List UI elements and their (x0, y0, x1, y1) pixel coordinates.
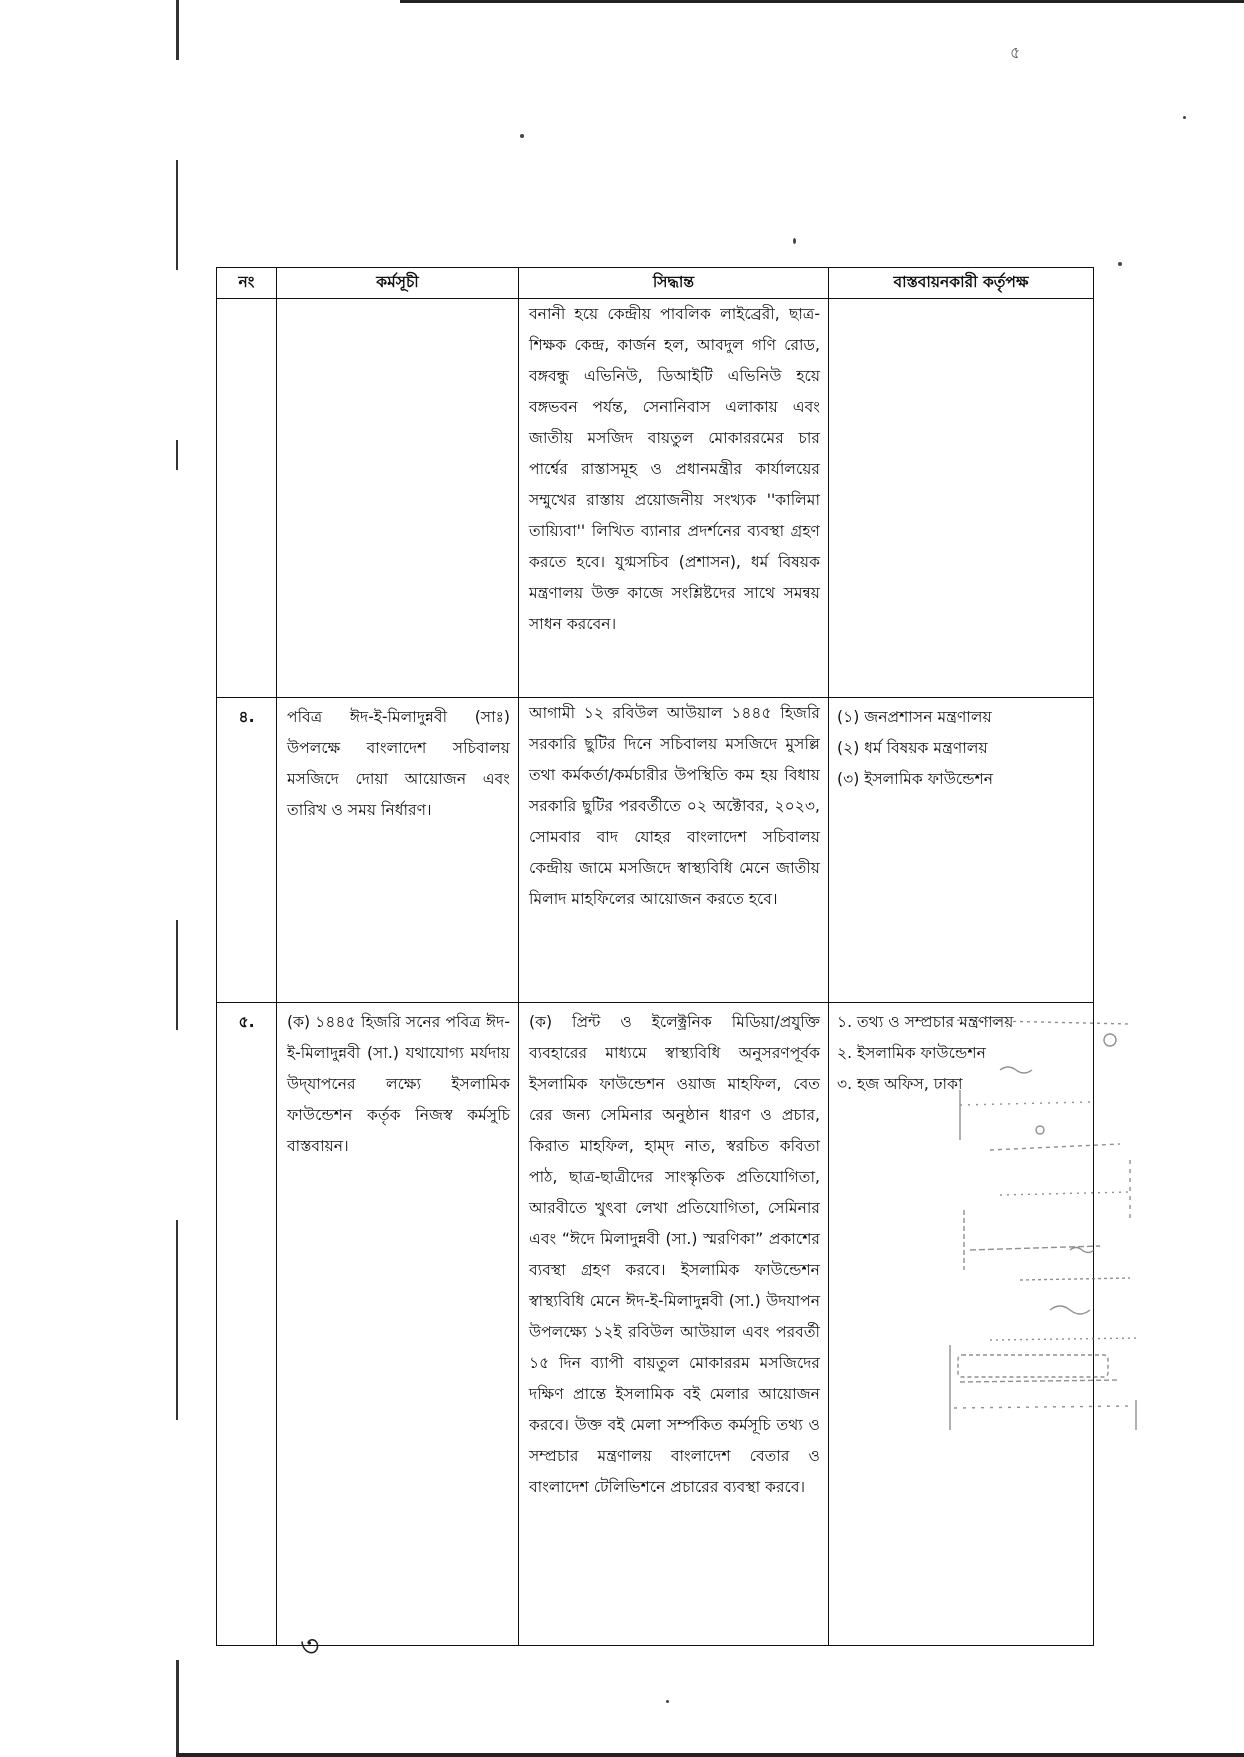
row-serial (217, 299, 277, 698)
scan-edge-left (176, 160, 178, 270)
row-decision: (ক) প্রিন্ট ও ইলেক্ট্রনিক মিডিয়া/প্রযুক্তি ব্যবহারের মাধ্যমে স্বাস্থ্যবিধি অনুসরণপূর্বক ইসলামিক ফাউন্ডেশন ওয়াজ মাহফিল, বেত রের জন্য সেমিনার অনুষ্ঠান ধারণ ও প্রচার, কিরাত মাহফিল, হাম্‌দ নাত, স্বরচিত কবিতা পাঠ, ছাত্র-ছাত্রীদের সাংস্কৃতিক প্রতিযোগিতা, আরবীতে খুৎবা লেখা প্রতিযোগিতা, সেমিনার এবং “ঈদে মিলাদুন্নবী (সা.) স্মরণিকা” প্রকাশের ব্যবস্থা গ্রহণ করবে। ইসলামিক ফাউন্ডেশন স্বাস্থ্যবিধি মেনে ঈদ-ই-মিলাদুন্নবী (সা.) উদযাপন উপলক্ষ্যে ১২ই রবিউল আউয়াল এবং পরবর্তী ১৫ দিন ব্যাপী বায়তুল মোকাররম মসজিদের দক্ষিণ প্রান্তে ইসলামিক বই মেলার আয়োজন করবে। উক্ত বই মেলা সর্ম্পকিত কর্মসূচি তথ্য ও সম্প্রচার মন্ত্রণালয় বাংলাদেশ বেতার ও বাংলাদেশ টেলিভিশনে প্রচারের ব্যবস্থা করবে। (519, 1003, 829, 1646)
header-authority: বাস্তবায়নকারী কর্তৃপক্ষ (829, 268, 1094, 299)
authority-item: (২) ধর্ম বিষয়ক মন্ত্রণালয় (837, 739, 988, 757)
office-stamp-drawing (930, 1010, 1146, 1450)
row-decision: বনানী হয়ে কেন্দ্রীয় পাবলিক লাইব্রেরী, ছাত্র-শিক্ষক কেন্দ্র, কার্জন হল, আবদুল গণি রোড, বঙ্গবন্ধু এভিনিউ, ডিআইটি এভিনিউ হয়ে বঙ্গভবন পর্যন্ত, সেনানিবাস এলাকায় এবং জাতীয় মসজিদ বায়তুল মোকাররমের চার পার্শ্বের রাস্তাসমূহ ও প্রধানমন্ত্রীর কার্যালয়ের সম্মুখের রাস্তায় প্রয়োজনীয় সংখ্যক ''কালিমা তায়্যিবা'' লিখিত ব্যানার প্রদর্শনের ব্যবস্থা গ্রহণ করতে হবে। যুগ্মসচিব (প্রশাসন), ধর্ম বিষয়ক মন্ত্রণালয় উক্ত কাজে সংশ্লিষ্টদের সাথে সমন্বয় সাধন করবেন। (519, 299, 829, 698)
page-number: ৩ (300, 1629, 320, 1664)
row-decision: আগামী ১২ রবিউল আউয়াল ১৪৪৫ হিজরি সরকারি ছুটির দিনে সচিবালয় মসজিদে মুসল্লি তথা কর্মকর্তা/কর্মচারীর উপস্থিতি কম হয় বিধায় সরকারি ছুটির পরবর্তীতে ০২ অক্টোবর, ২০২৩, সোমবার বাদ যোহর বাংলাদেশ সচিবালয় কেন্দ্রীয় জামে মসজিদে স্বাস্থ্যবিধি মেনে জাতীয় মিলাদ মাহফিলের আয়োজন করতে হবে। (519, 698, 829, 1003)
scan-edge-left (176, 920, 178, 1030)
row-serial: ৪. (217, 698, 277, 1003)
corner-mark: ৫ (1010, 43, 1025, 62)
table-row (217, 698, 1094, 1003)
scan-speck (793, 238, 796, 244)
row-programme (277, 299, 519, 698)
scan-edge-top (400, 0, 1244, 3)
scan-edge-bottom (176, 1753, 1244, 1757)
authority-item: (৩) ইসলামিক ফাউন্ডেশন (837, 770, 994, 788)
scan-edge-left (176, 440, 178, 470)
header-decision: সিদ্ধান্ত (519, 268, 829, 299)
row-authority (829, 698, 1094, 1003)
authority-item: ২. ইসলামিক ফাউন্ডেশন (837, 1044, 986, 1062)
scan-edge-left (176, 0, 179, 60)
table-row (217, 299, 1094, 698)
scan-speck (1118, 262, 1122, 266)
scan-speck (1183, 116, 1186, 119)
row-programme: (ক) ১৪৪৫ হিজরি সনের পবিত্র ঈদ-ই-মিলাদুন্নবী (সা.) যথাযোগ্য মর্যদায় উদ্‌যাপনের লক্ষ্যে ইসলামিক ফাউন্ডেশন কর্তৃক নিজস্ব কর্মসুচি বাস্তবায়ন। (277, 1003, 519, 1646)
scan-edge-left (176, 1660, 179, 1757)
row-programme: পবিত্র ঈদ-ই-মিলাদুন্নবী (সাঃ) উপলক্ষে বাংলাদেশ সচিবালয় মসজিদে দোয়া আয়োজন এবং তারিখ ও সময় নির্ধারণ। (277, 698, 519, 1003)
authority-item: (১) জনপ্রশাসন মন্ত্রণালয় (837, 708, 992, 726)
table-header-row (217, 268, 1094, 299)
authority-item: ৩. হজ অফিস, ঢাকা (837, 1075, 963, 1093)
scan-edge-left (176, 1220, 178, 1420)
row-authority (829, 299, 1094, 698)
header-programme: কর্মসূচী (277, 268, 519, 299)
scan-speck (520, 134, 524, 138)
header-serial: নং (217, 268, 277, 299)
row-serial: ৫. (217, 1003, 277, 1646)
authority-item: ১. তথ্য ও সম্প্রচার মন্ত্রণালয় (837, 1013, 1014, 1031)
scan-speck (666, 1700, 669, 1703)
